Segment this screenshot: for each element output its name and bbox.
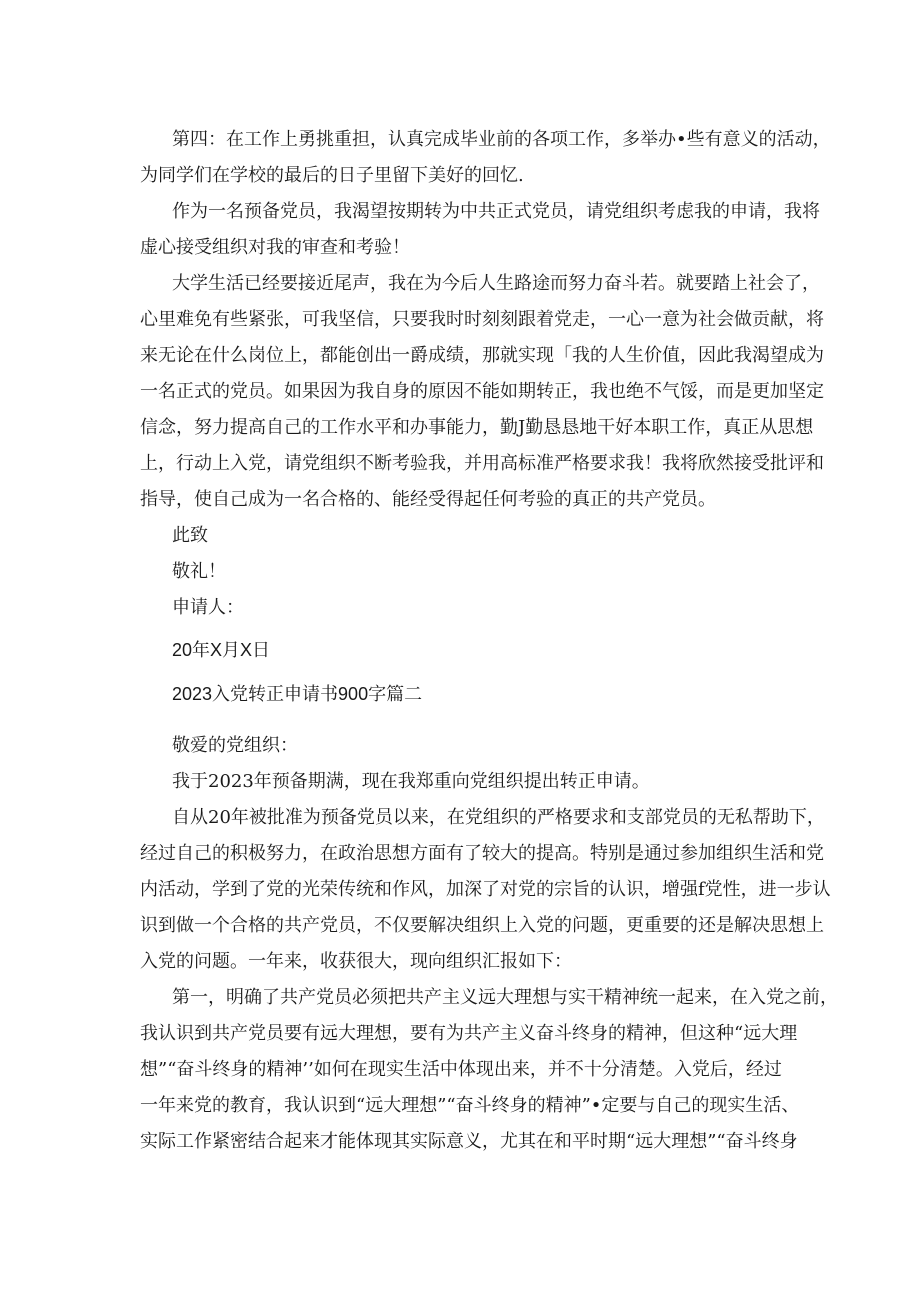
paragraph-line: 指导，使自己成为一名合格的、能经受得起任何考验的真正的共产党员。 — [140, 489, 716, 510]
paragraph-line: 我认识到共产党员要有远大理想，要有为共产主义奋斗终身的精神，但这种“远大理 — [140, 1023, 798, 1044]
paragraph-line: 入党的问题。一年来，收获很大，现向组织汇报如下： — [140, 951, 572, 972]
paragraph-line: 心里难免有些紧张，可我坚信，只要我时时刻刻跟着党走，一心一意为社会做贡献，将 — [140, 309, 824, 330]
paragraph-line: 信念，努力提高自己的工作水平和办事能力，勤J勤恳恳地干好本职工作，真正从思想 — [140, 417, 814, 438]
date-line: 20年X月X日 — [172, 640, 271, 660]
greeting: 敬爱的党组织： — [172, 735, 298, 756]
paragraph-line: 大学生活已经要接近尾声，我在为今后人生路途而努力奋斗若。就要踏上社会了， — [172, 273, 820, 294]
paragraph-line: 为同学们在学校的最后的日子里留下美好的回忆. — [140, 165, 524, 186]
section-title: 2023入党转正申请书900字篇二 — [172, 684, 423, 704]
paragraph-line: 一年来党的教育，我认识到“远大理想”“奋斗终身的精神”•定要与自己的现实生活、 — [140, 1095, 800, 1116]
paragraph-line: 想”“奋斗终身的精神’’如何在现实生活中体现出来，并不十分清楚。入党后，经过 — [140, 1059, 782, 1080]
closing-regards: 敬礼！ — [172, 561, 226, 582]
paragraph-line: 一名正式的党员。如果因为我自身的原因不能如期转正，我也绝不气馁，而是更加坚定 — [140, 381, 824, 402]
paragraph-line: 来无论在什么岗位上，都能创出一爵成绩，那就实现「我的人生价值，因此我渴望成为 — [140, 345, 824, 366]
paragraph-line: 内活动，学到了党的光荣传统和作风，加深了对党的宗旨的认识，增强f党性，进一步认 — [140, 879, 831, 900]
paragraph-line: 自从20年被批准为预备党员以来，在党组织的严格要求和支部党员的无私帮助下， — [172, 807, 825, 828]
closing-salutation: 此致 — [172, 525, 208, 546]
paragraph-line: 我于2023年预备期满，现在我郑重向党组织提出转正申请。 — [172, 771, 650, 792]
paragraph-line: 识到做一个合格的共产党员，不仅要解决组织上入党的问题，更重要的还是解决思想上 — [140, 915, 824, 936]
paragraph-line: 实际工作紧密结合起来才能体现其实际意义，尤其在和平时期“远大理想”“奋斗终身 — [140, 1131, 798, 1152]
paragraph-line: 虚心接受组织对我的审查和考验！ — [140, 237, 410, 258]
applicant-label: 申请人： — [172, 597, 244, 618]
paragraph-line: 经过自己的积极努力，在政治思想方面有了较大的提高。特别是通过参加组织生活和党 — [140, 843, 824, 864]
paragraph-line: 第四：在工作上勇挑重担，认真完成毕业前的各项工作，多举办•些有意义的活动， — [172, 129, 831, 150]
paragraph-line: 作为一名预备党员，我渴望按期转为中共正式党员，请党组织考虑我的申请，我将 — [172, 201, 820, 222]
paragraph-line: 上，行动上入党，请党组织不断考验我，并用高标准严格要求我！我将欣然接受批评和 — [140, 453, 824, 474]
paragraph-line: 第一，明确了共产党员必须把共产主义远大理想与实干精神统一起来，在入党之前， — [172, 987, 838, 1008]
